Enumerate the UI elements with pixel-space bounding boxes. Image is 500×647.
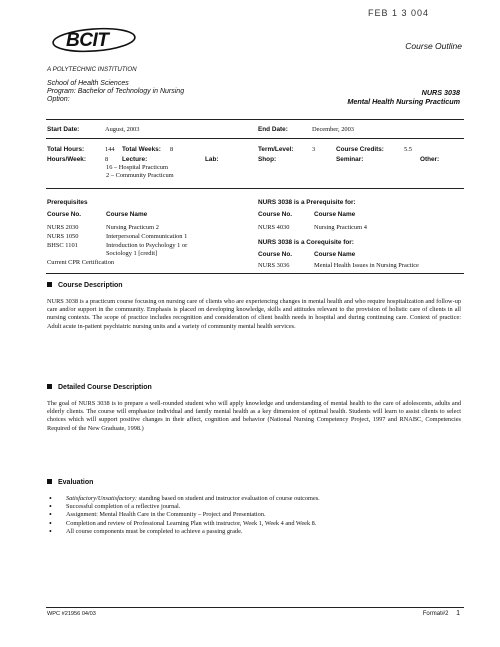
square-bullet-icon: [47, 479, 52, 484]
coreq-col-name: Course Name: [314, 251, 356, 258]
divider-top: [46, 119, 464, 120]
document-type: Course Outline: [405, 41, 462, 51]
school-name: School of Health Sciences: [47, 80, 129, 87]
received-stamp: FEB 1 3 004: [368, 8, 430, 18]
prereq-col-name: Course Name: [106, 211, 148, 218]
total-hours-value: 144: [105, 146, 115, 153]
divider-dates: [46, 138, 464, 139]
coreq-title: NURS 3038 is a Corequisite for:: [258, 239, 354, 246]
list-item: • Successful completion of a reflective journal.: [47, 503, 461, 511]
divider-hours: [46, 188, 464, 189]
lecture-line-1: 16 – Hospital Practicum: [106, 164, 168, 171]
prereq-name-1: Nursing Practicum 2: [106, 224, 159, 231]
lecture-label: Lecture:: [122, 156, 148, 163]
list-item: [47, 495, 461, 503]
end-date-label: End Date:: [258, 126, 288, 133]
hours-week-label: Hours/Week:: [47, 156, 86, 163]
course-description-title: Course Description: [58, 282, 123, 289]
option-label: Option:: [47, 96, 70, 103]
evaluation-item-text: standing based on student and instructor evaluation of course outcomes.: [137, 495, 320, 502]
list-item: • Assignment: Mental Health Care in the Community – Project and Presentation.: [47, 511, 461, 519]
lecture-line-2: 2 – Community Practicum: [106, 172, 174, 179]
square-bullet-icon: [47, 282, 52, 287]
square-bullet-icon: [47, 384, 52, 389]
hours-week-value: 8: [105, 156, 109, 163]
prereq-col-no: Course No.: [47, 211, 82, 218]
prereq-name-2: Interpersonal Communication 1: [106, 233, 188, 240]
seminar-label: Seminar:: [336, 156, 364, 163]
prereq-for-col-no: Course No.: [258, 211, 293, 218]
start-date-label: Start Date:: [47, 126, 80, 133]
divider-footer: [46, 607, 464, 608]
footer-format-label: Format#2: [422, 611, 449, 617]
course-title: Mental Health Nursing Practicum: [347, 97, 460, 106]
prereq-no-3: BHSC 1101: [47, 242, 78, 249]
coreq-name-1: Mental Health Issues in Nursing Practice: [314, 262, 419, 269]
course-code: NURS 3038: [421, 88, 460, 97]
total-weeks-value: 8: [170, 146, 174, 153]
shop-label: Shop:: [258, 156, 277, 163]
prereq-for-title: NURS 3038 is a Prerequisite for:: [258, 199, 356, 206]
detailed-description-heading: [47, 384, 152, 391]
prereq-title: Prerequisites: [47, 199, 88, 206]
prereq-name-4: Sociology 1 [credit]: [106, 250, 158, 257]
term-label: Term/Level:: [258, 146, 294, 153]
detailed-description-text: The goal of NURS 3038 is to prepare a well-rounded student who will apply knowledge and understanding of mental health to the care of adolescents, adults and elderly clients. The course will emphasize individual and family mental health as a key dimension of optimal health. Students will learn to assist clients to select choices which will support positive changes in their affect, cognition and behavior (National Nursing Competency Project, 1997 and RNABC, Competencies Required of the New Graduate, 1998.): [47, 400, 461, 432]
start-date-value: August, 2003: [105, 126, 140, 133]
total-hours-label: Total Hours:: [47, 146, 85, 153]
credits-label: Course Credits:: [336, 146, 384, 153]
evaluation-title: Evaluation: [58, 479, 94, 486]
program-name: Program: Bachelor of Technology in Nursing: [47, 88, 185, 95]
footer-code: WPC #21956 04/03: [47, 611, 96, 617]
page-number: 1: [456, 610, 460, 617]
evaluation-item-emphasis: Satisfactory/Unsatisfactory:: [66, 495, 138, 502]
credits-value: 5.5: [404, 146, 412, 153]
institution-tagline: A POLYTECHNIC INSTITUTION: [47, 66, 137, 73]
other-label: Other:: [420, 156, 440, 163]
prereq-for-name-1: Nursing Practicum 4: [314, 224, 367, 231]
prereq-name-3: Introduction to Psychology 1 or: [106, 242, 188, 249]
course-description-text: NURS 3038 is a practicum course focusing on nursing care of clients who are experiencing changes in mental health and who require hospitalization and follow-up care and/or support in the community. Emphasis is placed on developing knowledge, skills and attitudes relevant to the provision of holistic care of clients in all nursing contexts. The scope of practice includes recognition and consideration of client health needs in hospital and during continuing care. Context of practice: Adult acute in-patient psychiatric nursing units and a variety of community mental health services.: [47, 298, 461, 330]
list-item: • All course components must be completed to achieve a passing grade.: [47, 528, 461, 536]
prereq-extra: Current CPR Certification: [47, 259, 115, 266]
end-date-value: December, 2003: [312, 126, 354, 133]
bcit-logo: [50, 24, 140, 64]
logo-text: BCIT: [66, 30, 109, 51]
footer-format: [423, 610, 460, 617]
evaluation-list: [47, 495, 461, 536]
divider-prereqs: [46, 273, 464, 274]
total-weeks-label: Total Weeks:: [122, 146, 161, 153]
prereq-for-no-1: NURS 4030: [258, 224, 290, 231]
list-item: • Completion and review of Professional Learning Plan with instructor, Week 1, Week 4 and Week 8.: [47, 520, 461, 528]
evaluation-heading: [47, 479, 93, 486]
prereq-for-col-name: Course Name: [314, 211, 356, 218]
term-value: 3: [312, 146, 316, 153]
coreq-no-1: NURS 3036: [258, 262, 290, 269]
prereq-no-2: NURS 1050: [47, 233, 79, 240]
coreq-col-no: Course No.: [258, 251, 293, 258]
lab-label: Lab:: [205, 156, 219, 163]
detailed-description-title: Detailed Course Description: [58, 384, 152, 391]
prereq-no-1: NURS 2030: [47, 224, 79, 231]
course-description-heading: [47, 282, 123, 289]
